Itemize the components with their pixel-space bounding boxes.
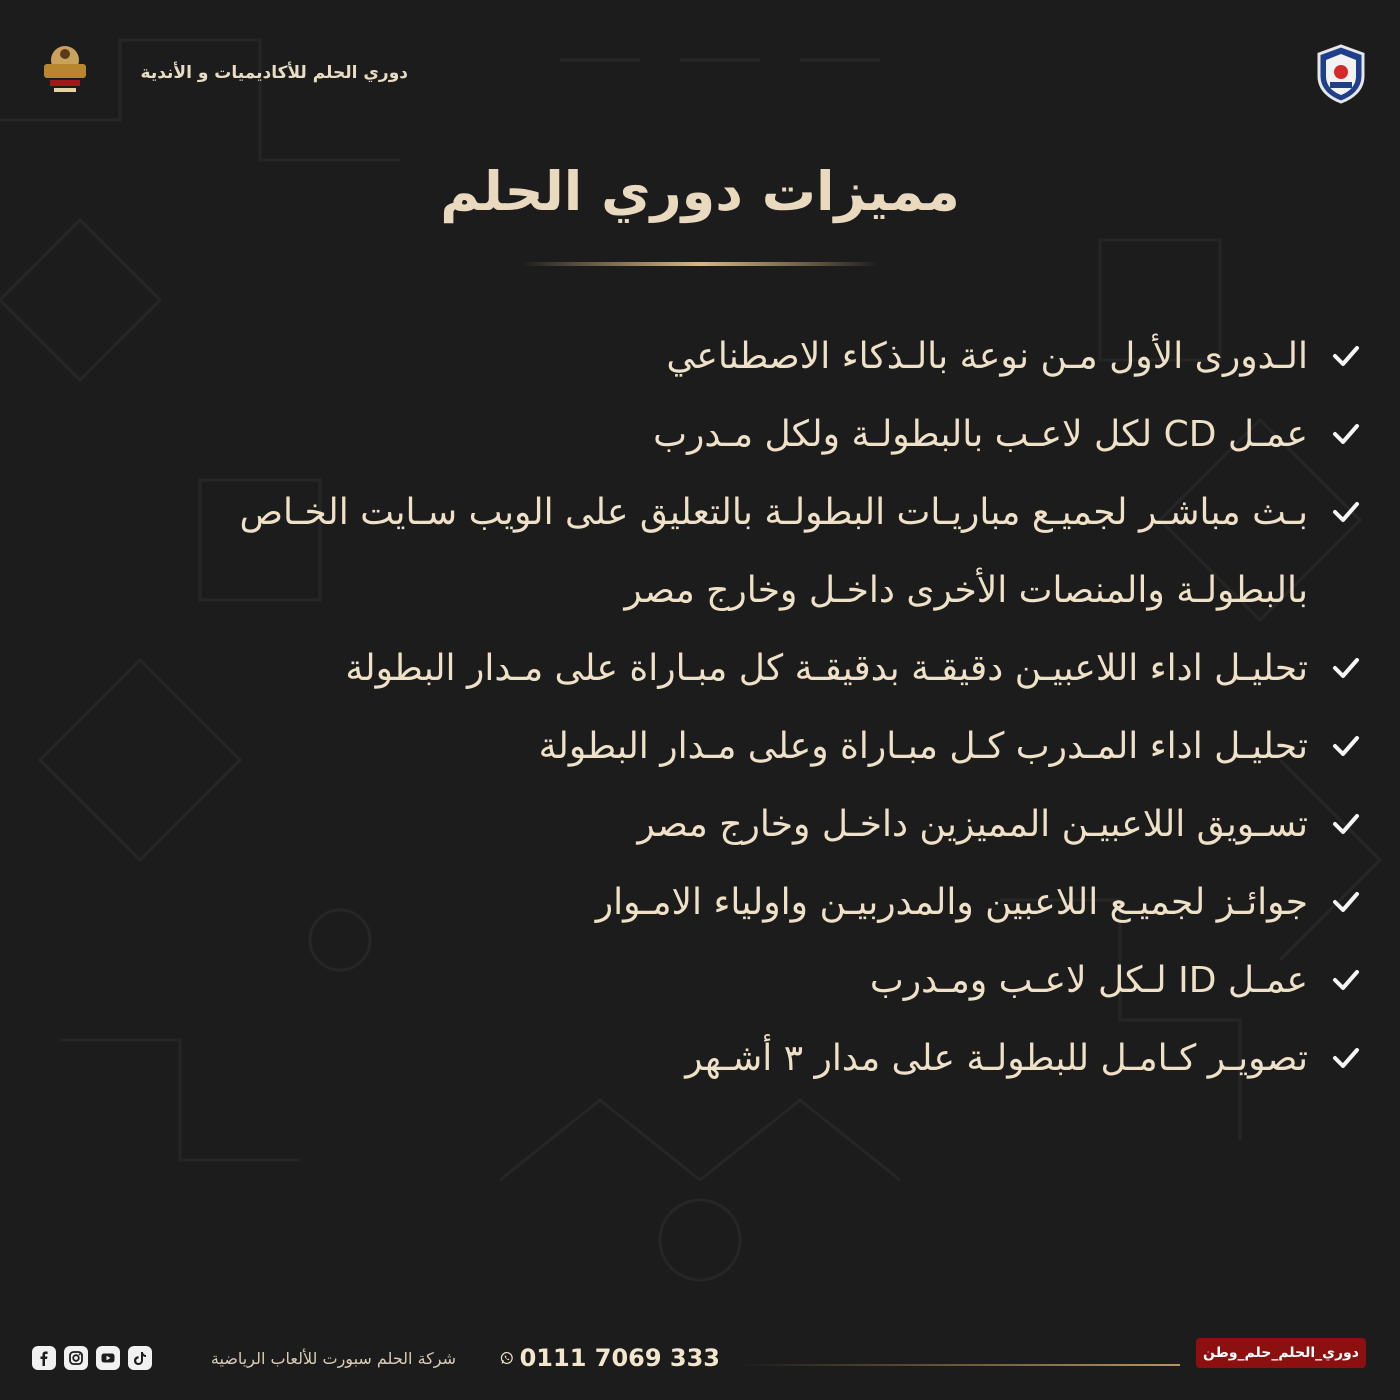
check-icon <box>1332 343 1360 369</box>
feature-text: عمـل CD لكل لاعـب بالبطولـة ولكل مـدرب <box>653 414 1308 455</box>
whatsapp-icon <box>500 1346 514 1370</box>
instagram-icon[interactable] <box>64 1346 88 1370</box>
features-list <box>100 318 1360 1098</box>
check-icon <box>1332 811 1360 837</box>
feature-text: الـدورى الأول مـن نوعة بالـذكاء الاصطناعي <box>666 336 1308 377</box>
contact-phone[interactable] <box>500 1342 720 1374</box>
feature-item <box>100 474 1360 630</box>
hashtag-badge: دوري_الحلم_حلم_وطن <box>1196 1338 1366 1368</box>
feature-item <box>100 630 1360 708</box>
feature-item <box>100 942 1360 1020</box>
feature-item <box>100 396 1360 474</box>
academies-text: دوري الحلم للأكاديميات و الأندية <box>140 63 408 83</box>
check-icon <box>1332 421 1360 447</box>
youtube-icon[interactable] <box>96 1346 120 1370</box>
check-icon <box>1332 499 1360 525</box>
dream-shield-logo <box>1316 44 1366 104</box>
check-icon <box>1332 655 1360 681</box>
facebook-icon[interactable] <box>32 1346 56 1370</box>
feature-text: عمـل ID لـكل لاعـب ومـدرب <box>869 960 1308 1001</box>
feature-item <box>100 1020 1360 1098</box>
feature-item <box>100 864 1360 942</box>
check-icon <box>1332 967 1360 993</box>
phone-number: 0111 7069 333 <box>519 1344 720 1372</box>
tiktok-icon[interactable] <box>128 1346 152 1370</box>
page-title: مميزات دوري الحلم <box>440 160 960 223</box>
title-divider <box>520 262 880 266</box>
feature-text: تسـويق اللاعبيـن المميزين داخـل وخارج مصر <box>637 804 1308 845</box>
check-icon <box>1332 1045 1360 1071</box>
dream-league-logo <box>38 40 92 96</box>
check-icon <box>1332 889 1360 915</box>
social-links <box>32 1346 152 1372</box>
feature-item <box>100 318 1360 396</box>
feature-text: بـث مباشـر لجميـع مباريـات البطولـة بالتعليق على الويب سـايت الخـاص بالبطولـة والمنصات الأخرى داخـل وخارج مصر <box>239 492 1308 611</box>
feature-text: تصويـر كـامـل للبطولـة على مدار ٣ أشـهر <box>685 1038 1308 1079</box>
feature-text: جوائـز لجميـع اللاعبين والمدربيـن واولياء الامـوار <box>595 882 1308 923</box>
company-name: شركة الحلم سبورت للألعاب الرياضية <box>210 1349 456 1368</box>
footer-divider <box>740 1364 1180 1366</box>
feature-text: تحليـل اداء المـدرب كـل مبـاراة وعلى مـدار البطولة <box>538 726 1308 767</box>
feature-item <box>100 786 1360 864</box>
feature-item <box>100 708 1360 786</box>
check-icon <box>1332 733 1360 759</box>
feature-text: تحليـل اداء اللاعبيـن دقيقـة بدقيقـة كل مبـاراة على مـدار البطولة <box>345 648 1308 689</box>
